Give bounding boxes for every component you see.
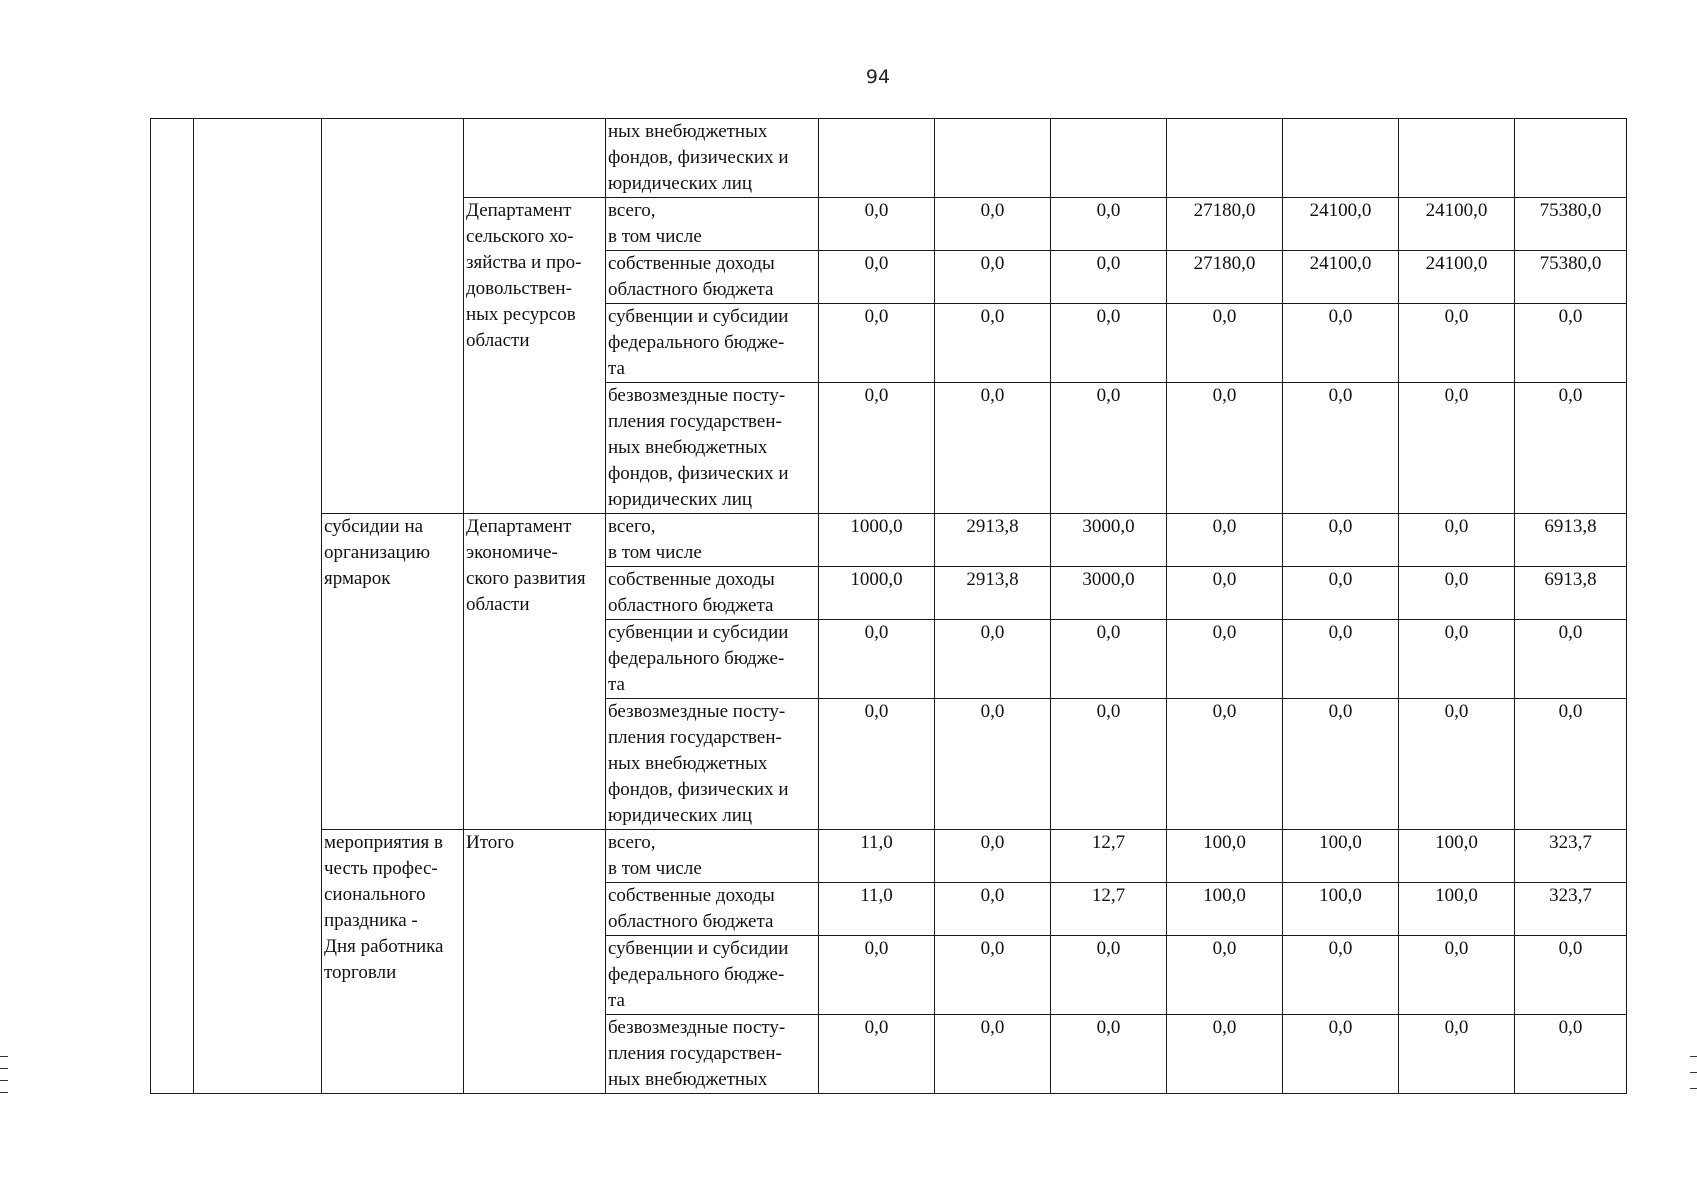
value-cell: 0,0 — [819, 198, 935, 251]
scan-mark — [0, 1092, 8, 1093]
value-cell: 6913,8 — [1515, 567, 1627, 620]
page-number: 94 — [865, 66, 891, 88]
value-cell: 12,7 — [1051, 883, 1167, 936]
value-cell: 0,0 — [935, 620, 1051, 699]
table-row — [151, 830, 1627, 883]
value-cell: 0,0 — [935, 198, 1051, 251]
executor-cell: Департамент сельского хо- зяйства и про- довольствен- ных ресурсов области — [464, 198, 606, 514]
value-cell: 11,0 — [819, 883, 935, 936]
value-cell: 0,0 — [1051, 936, 1167, 1015]
value-cell: 0,0 — [935, 1015, 1051, 1094]
value-cell: 0,0 — [1399, 383, 1515, 514]
value-cell: 0,0 — [1167, 514, 1283, 567]
value-cell: 0,0 — [1283, 514, 1399, 567]
value-cell — [1167, 119, 1283, 198]
source-cell: безвозмездные посту- пления государствен- ных внебюджетных фондов, физических и юридических лиц — [606, 383, 819, 514]
table-row — [151, 514, 1627, 567]
source-cell: ных внебюджетных фондов, физических и юридических лиц — [606, 119, 819, 198]
value-cell: 24100,0 — [1283, 198, 1399, 251]
value-cell: 100,0 — [1399, 883, 1515, 936]
value-cell: 0,0 — [1515, 620, 1627, 699]
value-cell — [1515, 119, 1627, 198]
value-cell: 0,0 — [1399, 567, 1515, 620]
scan-mark — [0, 1056, 8, 1057]
value-cell: 3000,0 — [1051, 514, 1167, 567]
value-cell: 27180,0 — [1167, 251, 1283, 304]
value-cell: 0,0 — [819, 936, 935, 1015]
value-cell: 100,0 — [1399, 830, 1515, 883]
value-cell: 0,0 — [1051, 1015, 1167, 1094]
value-cell: 0,0 — [1283, 567, 1399, 620]
value-cell: 1000,0 — [819, 514, 935, 567]
value-cell: 0,0 — [1283, 936, 1399, 1015]
value-cell: 0,0 — [1399, 699, 1515, 830]
source-cell: безвозмездные посту- пления государствен- ных внебюджетных фондов, физических и юридических лиц — [606, 699, 819, 830]
value-cell: 0,0 — [1051, 620, 1167, 699]
executor-cell: Департамент экономиче- ского развития области — [464, 514, 606, 830]
value-cell: 0,0 — [1051, 304, 1167, 383]
value-cell: 0,0 — [819, 383, 935, 514]
value-cell: 0,0 — [935, 304, 1051, 383]
value-cell: 0,0 — [1283, 383, 1399, 514]
scan-mark — [1690, 1056, 1697, 1057]
value-cell: 0,0 — [1283, 699, 1399, 830]
value-cell: 11,0 — [819, 830, 935, 883]
value-cell: 0,0 — [1167, 936, 1283, 1015]
value-cell: 0,0 — [1399, 936, 1515, 1015]
value-cell: 0,0 — [819, 251, 935, 304]
value-cell: 0,0 — [1051, 198, 1167, 251]
table-row — [151, 119, 1627, 198]
value-cell: 24100,0 — [1283, 251, 1399, 304]
value-cell: 0,0 — [1515, 699, 1627, 830]
value-cell: 0,0 — [1399, 514, 1515, 567]
value-cell: 3000,0 — [1051, 567, 1167, 620]
executor-cell-top — [464, 119, 606, 198]
value-cell: 75380,0 — [1515, 251, 1627, 304]
value-cell: 323,7 — [1515, 883, 1627, 936]
value-cell: 24100,0 — [1399, 198, 1515, 251]
value-cell: 0,0 — [819, 620, 935, 699]
value-cell: 0,0 — [1399, 1015, 1515, 1094]
value-cell: 0,0 — [819, 304, 935, 383]
value-cell: 0,0 — [1399, 304, 1515, 383]
value-cell: 100,0 — [1283, 830, 1399, 883]
source-cell: собственные доходы областного бюджета — [606, 883, 819, 936]
value-cell: 0,0 — [819, 699, 935, 830]
value-cell — [1283, 119, 1399, 198]
value-cell: 0,0 — [1283, 620, 1399, 699]
value-cell: 0,0 — [935, 830, 1051, 883]
scan-mark — [0, 1068, 8, 1069]
value-cell: 0,0 — [1283, 304, 1399, 383]
col-number-cell — [151, 119, 194, 1094]
col-program-cell — [194, 119, 322, 1094]
value-cell: 75380,0 — [1515, 198, 1627, 251]
event-cell: мероприятия в честь профес- сионального праздника - Дня работника торговли — [322, 830, 464, 1094]
value-cell: 1000,0 — [819, 567, 935, 620]
value-cell: 0,0 — [1167, 620, 1283, 699]
source-cell: безвозмездные посту- пления государствен- ных внебюджетных — [606, 1015, 819, 1094]
value-cell: 0,0 — [935, 883, 1051, 936]
source-cell: субвенции и субсидии федерального бюдже- та — [606, 620, 819, 699]
value-cell: 0,0 — [1167, 383, 1283, 514]
value-cell: 0,0 — [1515, 1015, 1627, 1094]
value-cell: 0,0 — [935, 936, 1051, 1015]
executor-cell: Итого — [464, 830, 606, 1094]
event-cell: субсидии на организацию ярмарок — [322, 514, 464, 830]
value-cell: 0,0 — [1051, 383, 1167, 514]
scan-mark — [1690, 1072, 1697, 1073]
value-cell: 0,0 — [935, 699, 1051, 830]
source-cell: всего, в том числе — [606, 514, 819, 567]
event-cell — [322, 119, 464, 514]
source-cell: собственные доходы областного бюджета — [606, 567, 819, 620]
budget-table — [150, 118, 1627, 1094]
value-cell: 2913,8 — [935, 514, 1051, 567]
value-cell: 100,0 — [1167, 830, 1283, 883]
scan-mark — [0, 1080, 8, 1081]
value-cell: 2913,8 — [935, 567, 1051, 620]
source-cell: субвенции и субсидии федерального бюдже- та — [606, 304, 819, 383]
source-cell: всего, в том числе — [606, 830, 819, 883]
value-cell: 0,0 — [1515, 304, 1627, 383]
value-cell — [819, 119, 935, 198]
value-cell: 0,0 — [1167, 567, 1283, 620]
source-cell: собственные доходы областного бюджета — [606, 251, 819, 304]
value-cell — [1051, 119, 1167, 198]
value-cell: 0,0 — [1051, 251, 1167, 304]
value-cell: 6913,8 — [1515, 514, 1627, 567]
value-cell: 0,0 — [1167, 699, 1283, 830]
value-cell: 0,0 — [935, 251, 1051, 304]
value-cell: 0,0 — [1051, 699, 1167, 830]
value-cell: 0,0 — [1515, 383, 1627, 514]
value-cell: 100,0 — [1167, 883, 1283, 936]
value-cell: 27180,0 — [1167, 198, 1283, 251]
value-cell: 0,0 — [1399, 620, 1515, 699]
source-cell: субвенции и субсидии федерального бюдже- та — [606, 936, 819, 1015]
value-cell: 0,0 — [1167, 304, 1283, 383]
value-cell — [935, 119, 1051, 198]
value-cell: 12,7 — [1051, 830, 1167, 883]
value-cell: 0,0 — [1283, 1015, 1399, 1094]
source-cell: всего, в том числе — [606, 198, 819, 251]
value-cell: 0,0 — [1167, 1015, 1283, 1094]
scan-mark — [1690, 1088, 1697, 1089]
value-cell: 100,0 — [1283, 883, 1399, 936]
value-cell: 24100,0 — [1399, 251, 1515, 304]
value-cell: 323,7 — [1515, 830, 1627, 883]
value-cell: 0,0 — [1515, 936, 1627, 1015]
value-cell: 0,0 — [935, 383, 1051, 514]
value-cell: 0,0 — [819, 1015, 935, 1094]
value-cell — [1399, 119, 1515, 198]
